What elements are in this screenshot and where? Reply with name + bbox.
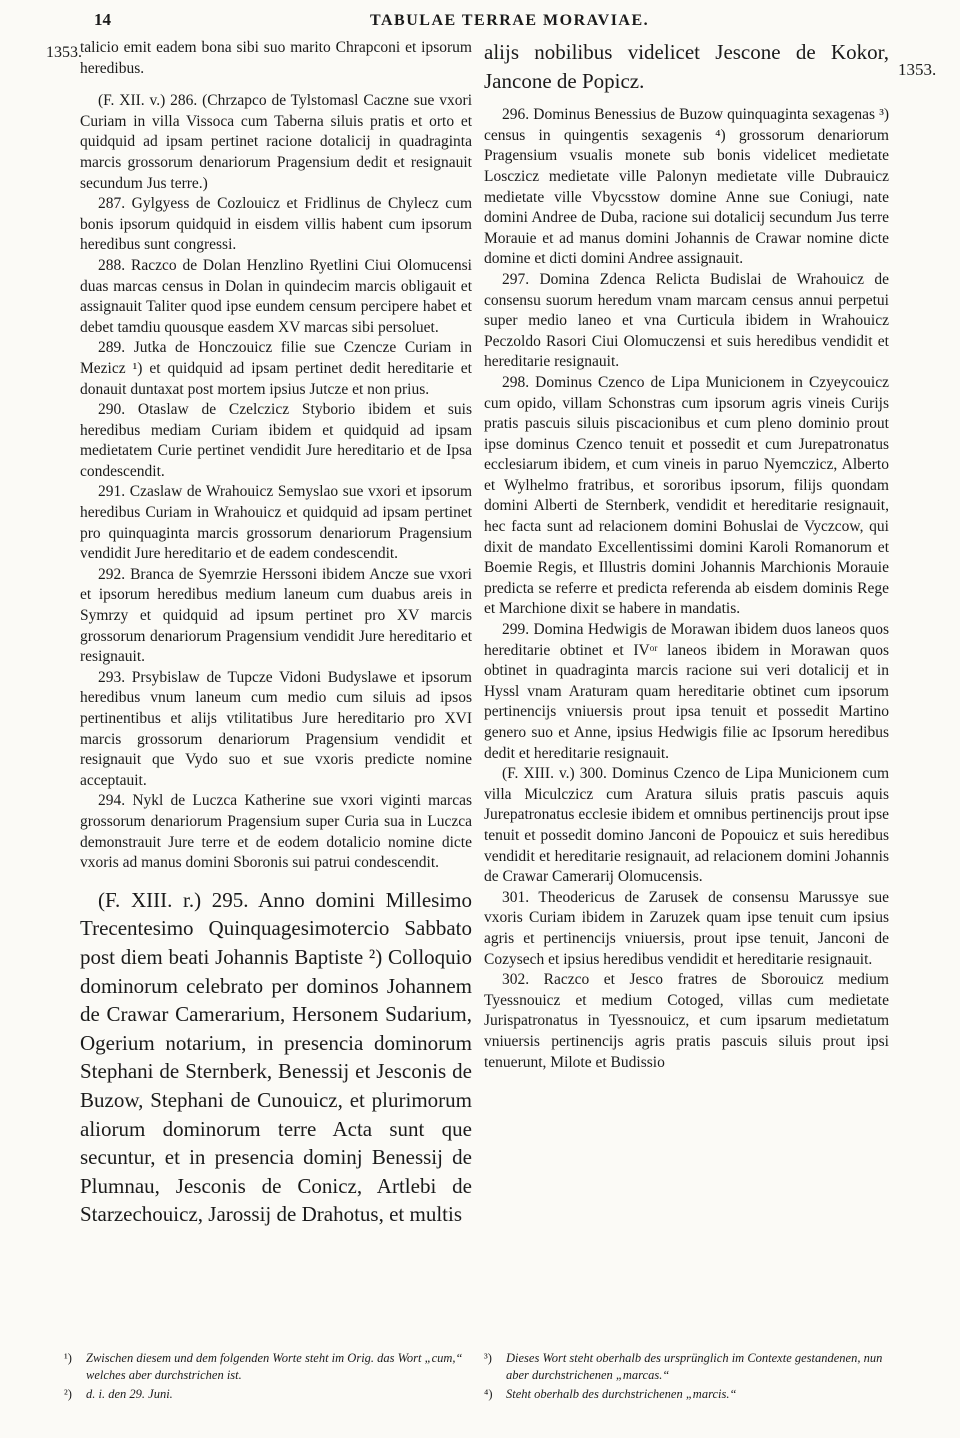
right-column (484, 38, 889, 1073)
footnote (64, 1386, 474, 1403)
paragraph: talicio emit eadem bona sibi suo marito Chrapconi et ipsorum heredibus. (80, 39, 472, 77)
paragraph: 297. Domina Zdenca Relicta Budislai de Wrahouicz de consensu suorum heredum vnam marcam census annui perpetui super medio laneo et vna Curticula ibidem in Wrahouicz Peczoldo Rasori Ciui Olomuczensi et suis heredibus vendidit et hereditarie resignauit. (484, 270, 889, 371)
paragraph: (F. XII. v.) 286. (Chrzapco de Tylstomasl Caczne sue vxori Curiam in villa Vissoca cum Taberna siluis pratis et orto et quidquid ad ipsam pertinet racione dotalicij in quadraginta marcis grossorum denariorum Pragensium dedit et resignauit secundum Jus terre.) (80, 92, 472, 192)
footnote (484, 1386, 889, 1403)
paragraph: 288. Raczco de Dolan Henzlino Ryetlini Ciui Olomucensi duas marcas census in Dolan in quindecim marcis obligauit et assignauit Taliter quod ipse eundem censum percipere habet et debet tamdiu quousque easdem XV marcas sibi persoluet. (80, 256, 472, 336)
footnote (64, 1350, 474, 1384)
page-header (0, 8, 960, 36)
margin-year-right: 1353. (898, 60, 937, 79)
paragraph: 302. Raczco et Jesco fratres de Sborouicz medium Tyessnouicz et medium Cotoged, villas cum medietate Jurispatronatus in Tyessnouicz, et cum ipsarum medietatum vniuersis pertinencijs agris pratis pascuis siluis prout ipsi tenuerunt, Milote et Budissio (484, 971, 889, 1071)
footnote-text: Zwischen diesem und dem folgenden Worte steht im Orig. das Wort „cum,“ welches aber durchstrichen ist. (86, 1351, 463, 1382)
paragraph: 292. Branca de Syemrzie Herssoni ibidem Ancze sue vxori et ipsorum heredibus medium laneum cum duabus areis in Symrzy et quidquid ad ipsum pertinet pro XV marcis grossorum denariorum Pragensium vendidit Jure hereditario et resignauit. (80, 565, 472, 666)
footnote-mark: ¹) (64, 1351, 72, 1365)
paragraph: 290. Otaslaw de Czelczicz Styborio ibidem et suis heredibus mediam Curiam ibidem et quidquid ad ipsam medietatem Curie pertinet vendidit Jure hereditario et de Ipsa condescendit. (80, 401, 472, 480)
paragraph: (F. XIII. r.) 295. Anno domini Millesimo Trecentesimo Quinquagesimotercio Sabbato post diem beati Johannis Baptiste ²) Colloquio dominorum celebrato per dominos Johannem de Crawar Camerarium, Hersonem Sudarium, Ogerium notarium, in presencia dominorum Stephani de Sternberk, Benessij et Jesconis de Buzow, Stephani de Cunouicz, et plurimorum aliorum dominorum terre Acta sunt que secuntur, et in presencia dominj Benessij de Plumnau, Jesconis de Conicz, Artlebi de Starzechouicz, Jarossij de Drahotus, et multis (80, 887, 472, 1227)
paragraph: 287. Gylgyess de Cozlouicz et Fridlinus de Chylecz cum bonis ipsorum quidquid in eisdem villis habent cum ipsorum heredibus sunt congressi. (80, 195, 472, 254)
footnote-text: Dieses Wort steht oberhalb des ursprünglich im Contexte gestandenen, nun aber durchstrichenen „marcas.“ (506, 1351, 883, 1382)
paragraph: 296. Dominus Benessius de Buzow quinquaginta sexagenas ³) census in quingentis sexagenis ⁴) grossorum denariorum Pragensium vsualis monete sub bonis videlicet medietate Losczicz medietate ville Palonyn medietate ville Dubrauicz medietate ville Vbycsstow domine Anne sue Coniugi, nate domini Andree de Duba, racione sui dotalicij secundum Jus terre Morauie et ad manus domini Johannis de Crawar nomine dicte domine et dicti domini Andree assignauit. (484, 106, 889, 268)
footnotes-right (484, 1350, 889, 1405)
footnote-mark: ³) (484, 1351, 492, 1365)
paragraph: 294. Nykl de Luczca Katherine sue vxori viginti marcas grossorum denariorum Pragensium super Curia sua in Luczca demonstrauit Jure terre et de eodem dotalicio nomine dicte vxoris ad manus domini Sboronis sui patrui condescendit. (80, 792, 472, 872)
paragraph: 299. Domina Hedwigis de Morawan ibidem duos laneos quos hereditarie obtinet et IVᵒʳ laneos ibidem in Morawan quos obtinet in quadraginta marcis racione sui veri dotalicij et in Hyssl vnam Araturam quam hereditarie obtinet cum ipsorum pertinencijs vniuersis prout ipsa tenuit et possedit Martino genero suo et Anne, ipsius Hedwigis filie ac Ipsorum heredibus dedit et hereditarie resignauit. (484, 621, 889, 762)
margin-year-left: 1353. (46, 44, 82, 61)
footnote (484, 1350, 889, 1384)
footnotes-left (64, 1350, 474, 1405)
paragraph: (F. XIII. v.) 300. Dominus Czenco de Lipa Municionem cum villa Miculczicz cum Aratura siluis pratis pascuis aquis Jurepatronatus ecclesie ibidem et omnibus pertinencijs prout ipse tenuit et possedit domino Janconi de Popouicz et suis heredibus vendidit et hereditarie resignauit, ad relacionem domini Johannis de Crawar Camerarij Olomucensis. (484, 765, 889, 886)
footnote-mark: ²) (64, 1387, 72, 1401)
footnote-mark: ⁴) (484, 1387, 493, 1401)
paragraph: 298. Dominus Czenco de Lipa Municionem in Czyeycouicz cum opido, villam Schonstras cum ipsorum agris vineis Curijs pratis pascuis siluis piscacionibus et cum pleno dominio prout ipse dominus Czenco tenuit et possedit et cum Jurepatronatus ecclesiarum ibidem, et cum vineis in paruo Nyemczicz, Alberto et Wylhelmo fratribus, et sororibus ipsorum, filijs quondam domini Alberti de Sternberk, vendidit et hereditarie resignauit, hec facta sunt ad relacionem domini Bohuslai de Vyczcow, qui dixit de mandato Excellentissimi domini Karoli Romanorum et Boemie Regis, et Illustris domini Johannis Marchionis Morauie predicta se referre et predicta referenda ab eisdem dominis Rege et Marchione dixit se habere in mandatis. (484, 373, 889, 618)
footnote-text: Steht oberhalb des durchstrichenen „marcis.“ (506, 1387, 737, 1401)
paragraph: 289. Jutka de Honczouicz filie sue Czencze Curiam in Mezicz ¹) et quidquid ad ipsam pertinet dedit hereditarie et donauit duntaxat post mortem ipsius Jutcze et non prius. (80, 339, 472, 398)
paragraph: 291. Czaslaw de Wrahouicz Semyslao sue vxori et ipsorum heredibus Curiam in Wrahouicz et quidquid ad ipsam pertinet pro quinquaginta marcis grossorum denariorum Pragensium vendidit Jure hereditario et de eadem condescendit. (80, 483, 472, 563)
page-number: 14 (94, 10, 111, 29)
paragraph: alijs nobilibus videlicet Jescone de Kokor, Jancone de Popicz. (484, 40, 889, 93)
paragraph: 293. Prsybislaw de Tupcze Vidoni Budyslawe et ipsorum heredibus vnum laneum cum medio cum siluis ad ipsos pertinentibus et alijs vtilitatibus Jure hereditario pro XVI marcis grossorum denariorum Pragensium vendidit et resignauit que Vydo suo et sue vxoris predicte nomine acceptauit. (80, 668, 472, 789)
footnote-text: d. i. den 29. Juni. (86, 1387, 173, 1401)
paragraph: 301. Theodericus de Zarusek de consensu Marussye sue vxoris Curiam ibidem in Zaruzek quam ipse tenuit cum ipsius agris et pertinencijs vniuersis, prout ipse tenuit, Janconi de Cozysech et ipsius heredibus vendidit et hereditarie resignauit. (484, 888, 889, 968)
running-title: TABULAE TERRAE MORAVIAE. (370, 12, 650, 29)
left-column (80, 38, 472, 1229)
